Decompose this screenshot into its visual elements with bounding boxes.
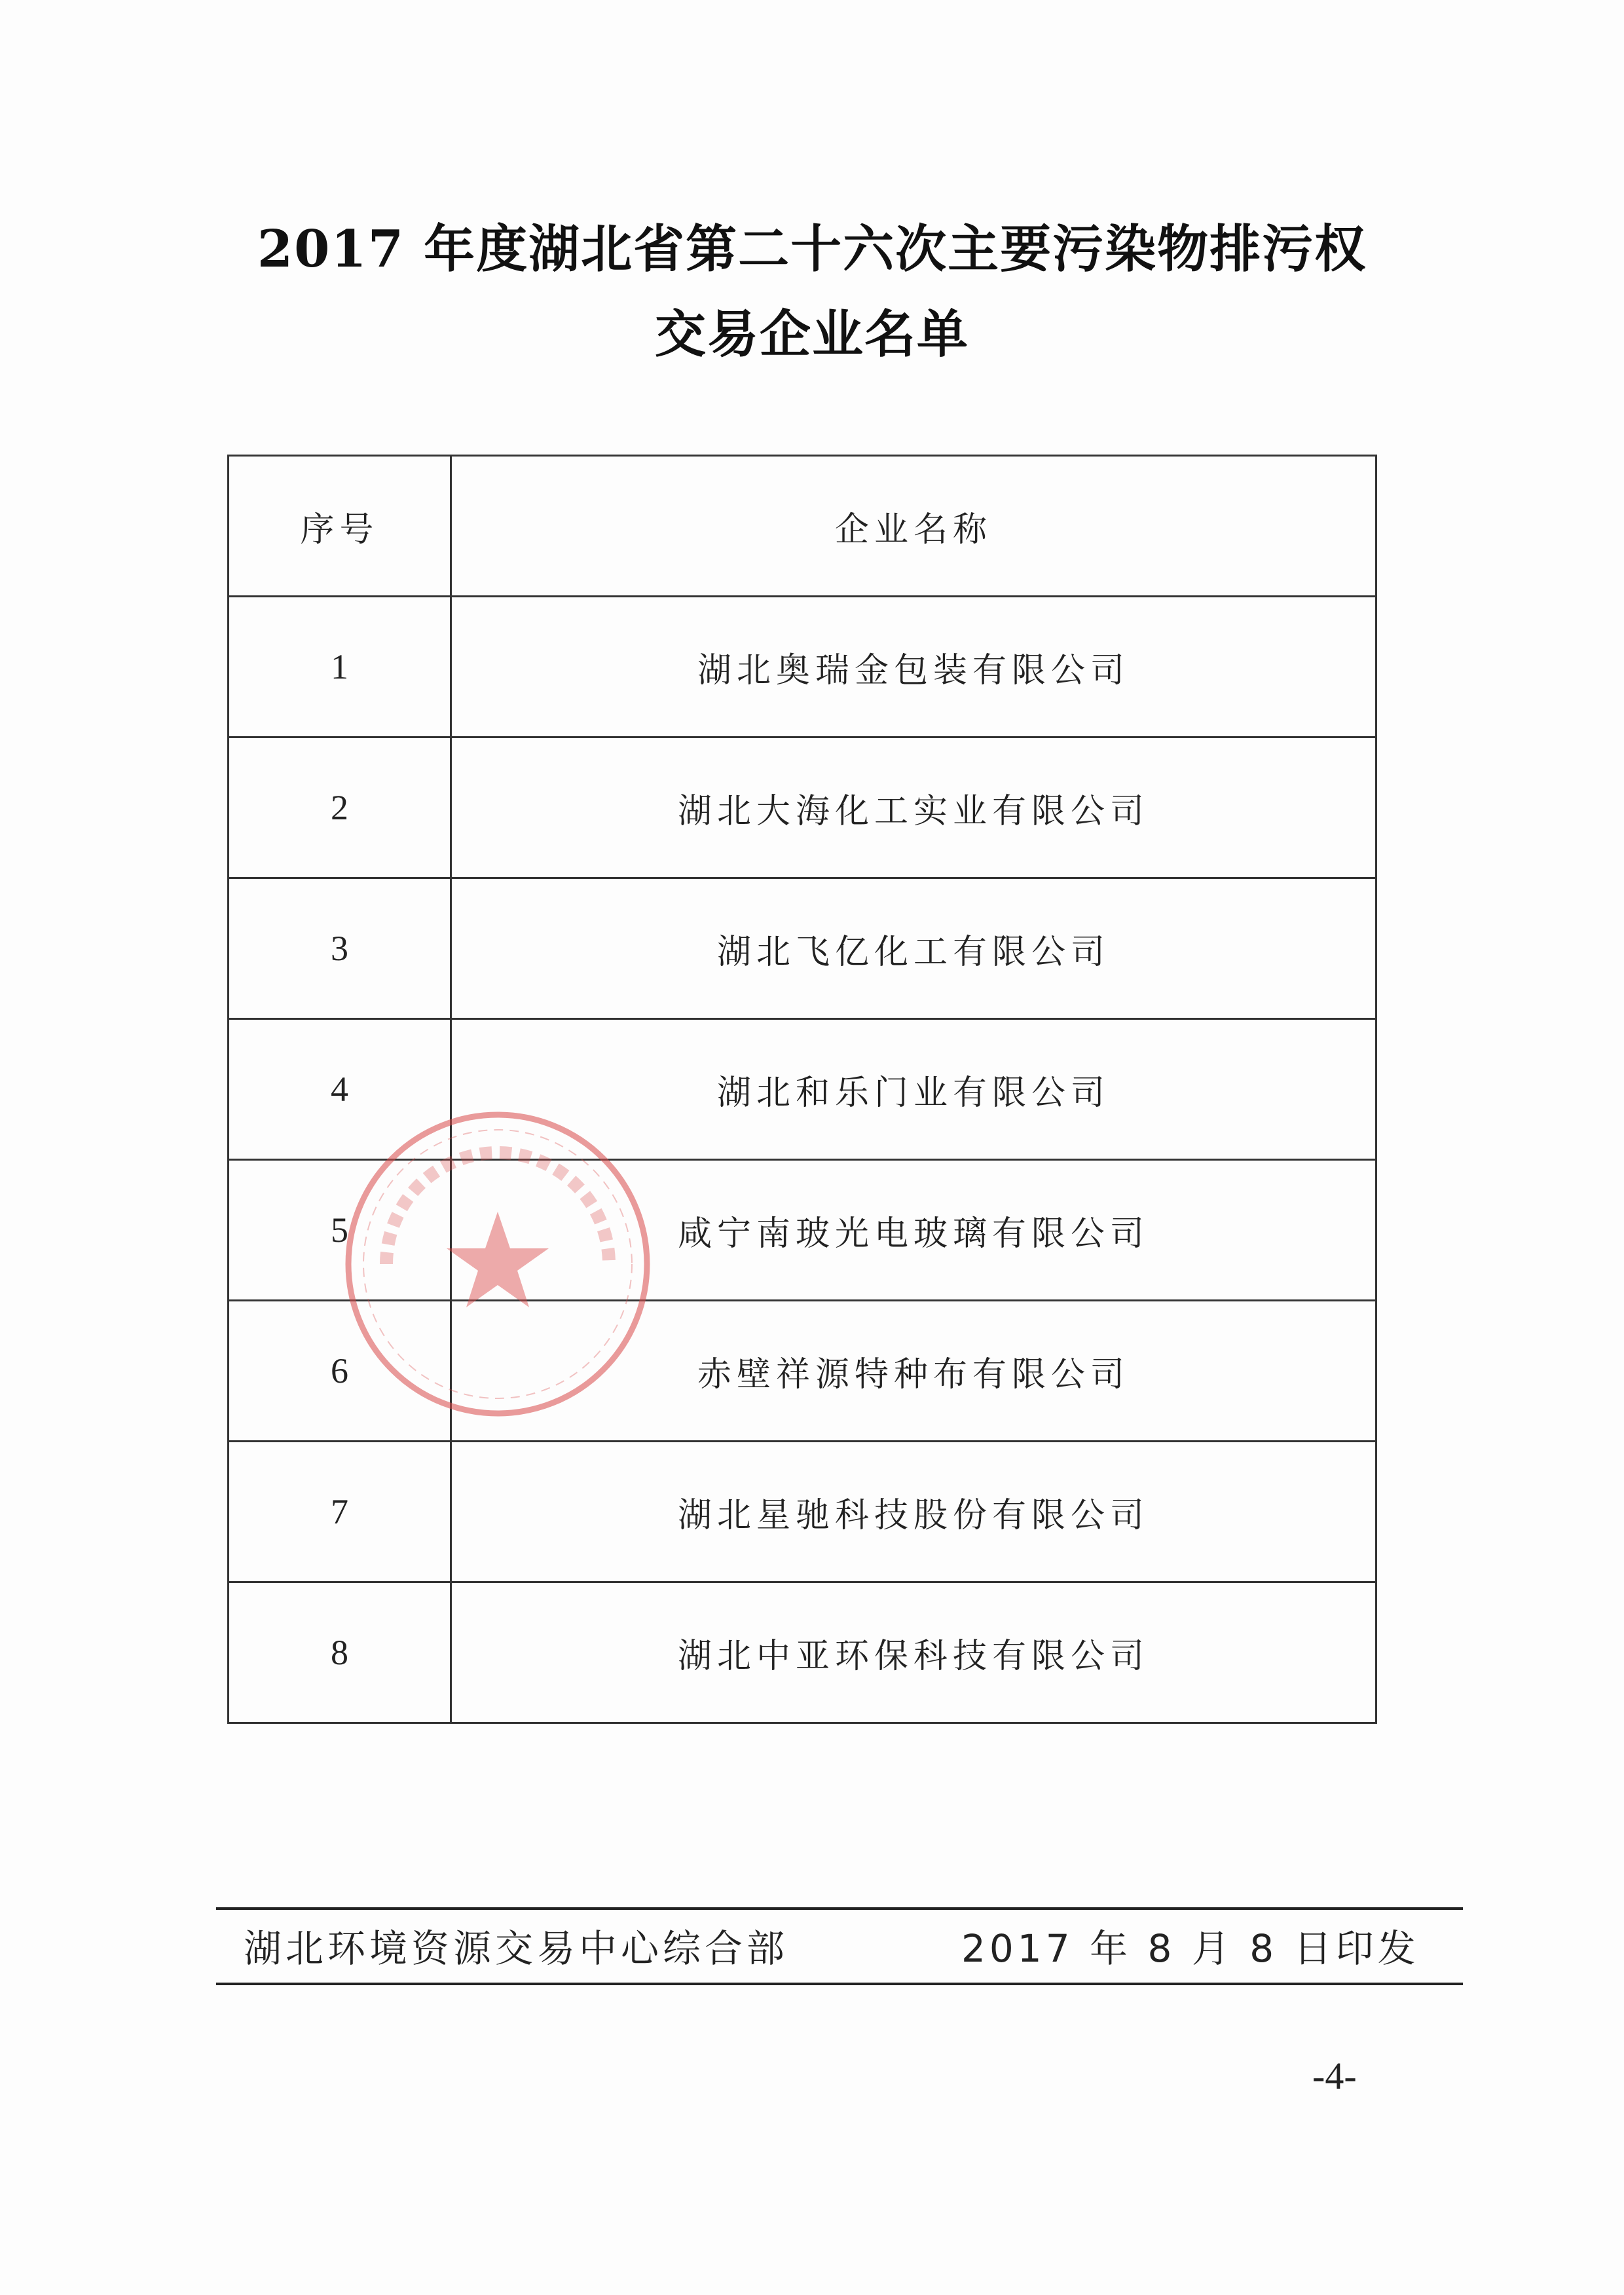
footer-bottom-rule	[216, 1983, 1463, 1985]
row-number: 6	[229, 1301, 451, 1442]
table-row	[229, 597, 1376, 737]
company-name: 湖北奥瑞金包装有限公司	[451, 597, 1376, 737]
table-row	[229, 1442, 1376, 1582]
row-number: 5	[229, 1160, 451, 1301]
column-header-company-name: 企业名称	[451, 456, 1376, 597]
company-name: 湖北星驰科技股份有限公司	[451, 1442, 1376, 1582]
document-title-line-2: 交易企业名单	[654, 305, 969, 364]
company-list-table	[227, 455, 1377, 1724]
company-name: 咸宁南玻光电玻璃有限公司	[451, 1160, 1376, 1301]
row-number: 4	[229, 1019, 451, 1160]
row-number: 1	[229, 597, 451, 737]
page-number: -4-	[1312, 2055, 1357, 2097]
footer-top-rule	[216, 1907, 1463, 1910]
row-number: 8	[229, 1582, 451, 1723]
company-name: 湖北和乐门业有限公司	[451, 1019, 1376, 1160]
company-name: 湖北中亚环保科技有限公司	[451, 1582, 1376, 1723]
company-name: 湖北飞亿化工有限公司	[451, 878, 1376, 1019]
row-number: 2	[229, 737, 451, 878]
company-name: 赤壁祥源特种布有限公司	[451, 1301, 1376, 1442]
company-name: 湖北大海化工实业有限公司	[451, 737, 1376, 878]
table-row	[229, 1582, 1376, 1723]
issue-date: 2017 年 8 月 8 日印发	[961, 1926, 1420, 1971]
column-header-number: 序号	[229, 456, 451, 597]
official-seal-icon	[341, 1107, 655, 1421]
table-row	[229, 737, 1376, 878]
table-header-row	[229, 456, 1376, 597]
table-row	[229, 878, 1376, 1019]
document-title-line-1: 2017 年度湖北省第二十六次主要污染物排污权	[257, 219, 1367, 279]
row-number: 3	[229, 878, 451, 1019]
row-number: 7	[229, 1442, 451, 1582]
issuing-department: 湖北环境资源交易中心综合部	[244, 1926, 789, 1971]
